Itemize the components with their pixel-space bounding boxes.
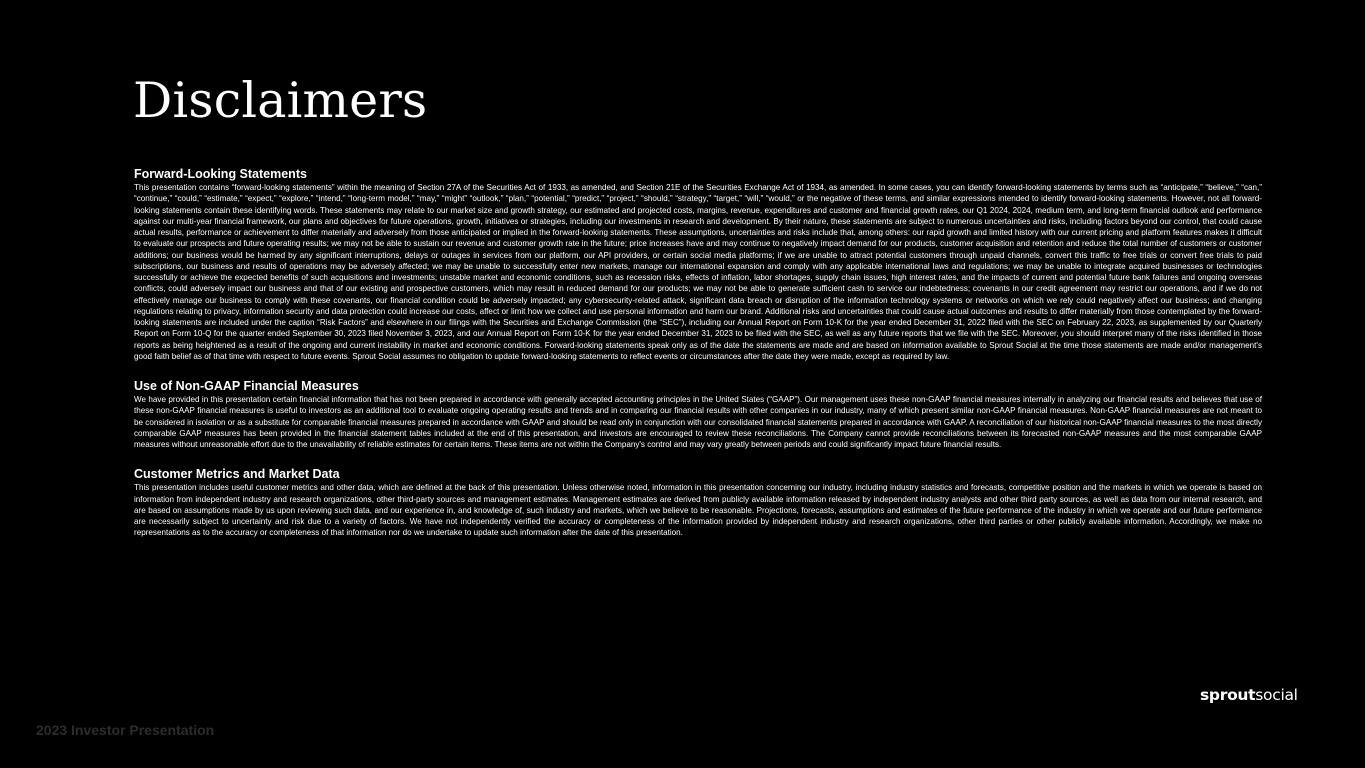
- section-heading: Forward-Looking Statements: [134, 167, 307, 181]
- section-heading: Use of Non-GAAP Financial Measures: [134, 379, 359, 393]
- section-body: We have provided in this presentation certain financial information that has not been prepared in accordance with generally accepted accounting principles in the United States (“GAAP”). Our management uses these non-GAAP financial measures internally in analyzing our financial results and believes that use of these non-GAAP financial measures is useful to investors as an additional tool to evaluate ongoing operating results and trends and in comparing our financial results with other companies in our industry, many of which present similar non-GAAP financial measures. Non-GAAP financial measures are not meant to be considered in isolation or as a substitute for comparable financial measures prepared in accordance with GAAP and should be read only in conjunction with our consolidated financial statements prepared in accordance with GAAP. A reconciliation of our historical non-GAAP financial measures to the most directly comparable GAAP measures has been provided in the financial statement tables included at the end of this presentation, and investors are encouraged to review these reconciliations. The Company cannot provide reconciliations between its forecasted non-GAAP measures and the most comparable GAAP measures without unreasonable effort due to the unavailability of reliable estimates for certain items. These items are not within the Company's control and may vary greatly between periods and could significantly impact future financial results.: [134, 395, 1262, 449]
- disclaimer-content: [134, 166, 1262, 539]
- sprout-social-logo: [1200, 686, 1298, 704]
- footer-label: 2023 Investor Presentation: [36, 722, 215, 738]
- section-body: This presentation includes useful customer metrics and other data, which are defined at the back of this presentation. Unless otherwise noted, information in this presentation concerning our industry, including industry statistics and forecasts, competitive position and the markets in which we operate is based on information from independent industry and research organizations, other third-party sources and management estimates. Management estimates are derived from publicly available information released by independent industry analysts and other third party sources, as well as data from our internal research, and are based on assumptions made by us upon reviewing such data, and our experience in, and knowledge of, such industry and markets, which we believe to be reasonable. Projections, forecasts, assumptions and estimates of the future performance of the industry in which we operate and our future performance are necessarily subject to uncertainty and risk due to a variety of factors. We have not independently verified the accuracy or completeness of the information provided by independent industry and research organizations, other third parties or other publicly available information. Accordingly, we make no representations as to the accuracy or completeness of that information nor do we undertake to update such information after the date of this presentation.: [134, 483, 1262, 538]
- non-gaap-section: [134, 378, 1262, 450]
- page-title: Disclaimers: [133, 72, 428, 129]
- section-body: This presentation contains “forward-looking statements” within the meaning of Section 27A of the Securities Act of 1933, as amended, and Section 21E of the Securities Exchange Act of 1934, as amended. In some cases, you can identify forward-looking statements by terms such as “anticipate,” “believe,” “can,” “continue,” “could,” “estimate,” “expect,” “explore,” “intend,” “long-term model,” “may,” “might” “outlook,” “plan,” “potential,” “predict,” “project,” “should,” “strategy,” “target,” “will,” “would,” or the negative of these terms, and similar expressions intended to identify forward-looking statements. However, not all forward-looking statements contain these identifying words. These statements may relate to our market size and growth strategy, our estimated and projected costs, margins, revenue, expenditures and customer and financial growth rates, our Q1 2024, 2024, medium term, and long-term financial outlook and performance against our multi-year financial framework, our plans and objectives for future operations, growth, initiatives or strategies, including our investments in research and development. By their nature, these statements are subject to numerous uncertainties and risks, including factors beyond our control, that could cause actual results, performance or achievement to differ materially and adversely from those anticipated or implied in the forward-looking statements. These assumptions, uncertainties and risks include that, among others: our rapid growth and limited history with our current pricing and platform features makes it difficult to evaluate our prospects and future operating results; we may not be able to sustain our revenue and customer growth rate in the future; price increases have and may continue to negatively impact demand for our products, customer acquisition and retention and reduce the total number of customers or customer additions; our business would be harmed by any significant interruptions, delays or outages in services from our platform, our API providers, or certain social media platforms; if we are unable to attract potential customers through unpaid channels, convert this traffic to free trials or convert free trials to paid subscriptions, our business and results of operations may be adversely affected; we may be unable to successfully enter new markets, manage our international expansion and comply with any applicable international laws and regulations; we may be unable to integrate acquired businesses or technologies successfully or achieve the expected benefits of such acquisitions and investments; unstable market and economic conditions, such as recession risks, effects of inflation, labor shortages, supply chain issues, high interest rates, and the impacts of current and potential future bank failures and ongoing overseas conflicts, could adversely impact our business and that of our existing and prospective customers, which may result in reduced demand for our products; we may not be able to generate sufficient cash to service our indebtedness; covenants in our credit agreement may restrict our operations, and if we do not effectively manage our business to comply with these covenants, our financial condition could be adversely impacted; any cybersecurity-related attack, significant data breach or disruption of the information technology systems or networks on which we rely could negatively affect our business; and changing regulations relating to privacy, information security and data protection could increase our costs, affect or limit how we collect and use personal information and harm our brand. Additional risks and uncertainties that could cause actual outcomes and results to differ materially from those contemplated by the forward-looking statements are included under the caption “Risk Factors” and elsewhere in our filings with the Securities and Exchange Commission (the “SEC”), including our Annual Report on Form 10-K for the year ended December 31, 2022 filed with the SEC on February 22, 2023, as supplemented by our Quarterly Report on Form 10-Q for the quarter ended September 30, 2023 filed November 3, 2023, and our Annual Report on Form 10-K for the year ended December 31, 2023 to be filed with the SEC, as well as any future reports that we file with the SEC. Moreover, you should interpret many of the risks identified in those reports as being heightened as a result of the ongoing and current instability in market and economic conditions. Forward-looking statements speak only as of the date the statements are made and are based on information available to Sprout Social at the time those statements are made and/or management's good faith belief as of that time with respect to future events. Sprout Social assumes no obligation to update forward-looking statements to reflect events or circumstances after the date they were made, except as required by law.: [134, 183, 1262, 361]
- section-heading: Customer Metrics and Market Data: [134, 467, 340, 482]
- logo-wordmark-social: social: [1255, 686, 1298, 704]
- customer-metrics-section: [134, 466, 1262, 538]
- forward-looking-section: [134, 166, 1262, 362]
- logo-wordmark-sprout: sprout: [1200, 686, 1256, 704]
